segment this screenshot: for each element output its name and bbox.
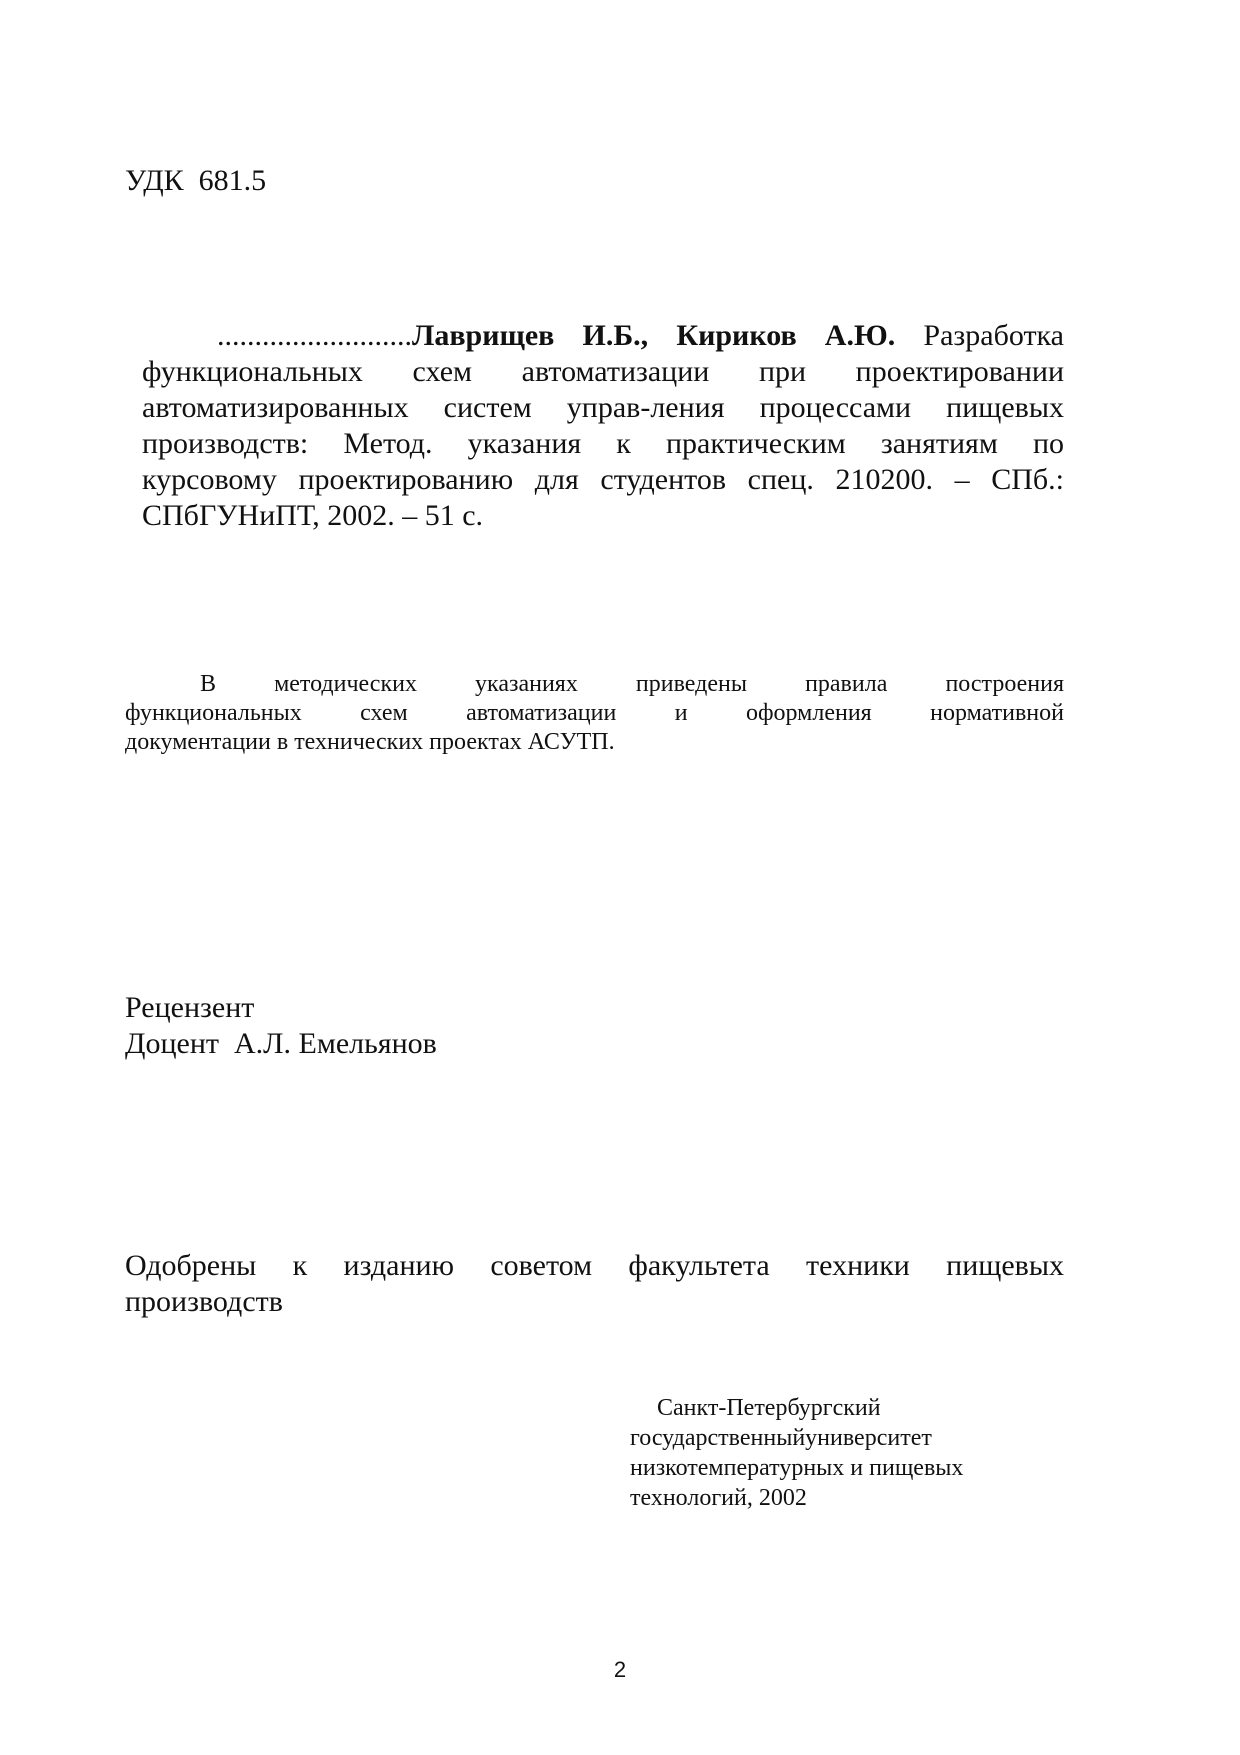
bibliographic-line-4: производств: Метод. указания к практическим занятиям по (142, 427, 1064, 460)
approval-line-2: производств (125, 1285, 283, 1318)
bibliographic-description (142, 318, 1064, 534)
annotation-line-2: функциональных схем автоматизации и оформления нормативной (125, 700, 1064, 726)
publisher-line-3: низкотемпературных и пищевых (630, 1455, 964, 1481)
reviewer-block (125, 990, 437, 1062)
authors: Лаврищев И.Б., Кириков А.Ю. (412, 319, 896, 352)
bibliographic-line-1 (142, 318, 1064, 354)
bibliographic-line-2: функциональных схем автоматизации при проектировании (142, 355, 1064, 388)
udk-code: УДК 681.5 (125, 164, 267, 197)
reviewer-name: Доцент А.Л. Емельянов (125, 1027, 437, 1060)
bibliographic-line-6: СПбГУНиПТ, 2002. – 51 с. (142, 499, 484, 532)
publisher-line-2: государственныйуниверситет (630, 1425, 932, 1451)
page-number: 2 (613, 1657, 627, 1682)
annotation (125, 670, 1064, 757)
approval-line-1: Одобрены к изданию советом факультета техники пищевых (125, 1249, 1064, 1282)
bibliographic-line-5: курсовому проектированию для студентов спец. 210200. – СПб.: (142, 463, 1064, 496)
annotation-line-1: В методических указаниях приведены правила построения (200, 671, 1064, 697)
publisher-line-1: Санкт-Петербургский (657, 1395, 881, 1421)
approval-note (125, 1248, 1064, 1320)
leader-dots: .......................... (217, 319, 412, 352)
reviewer-label: Рецензент (125, 991, 255, 1024)
publisher-line-4: технологий, 2002 (630, 1485, 807, 1511)
annotation-line-3: документации в технических проектах АСУТП. (125, 729, 615, 755)
title-start: Разработка (895, 319, 1064, 352)
publisher-block (630, 1393, 1060, 1513)
bibliographic-line-3: автоматизированных систем управ-ления процессами пищевых (142, 391, 1064, 424)
